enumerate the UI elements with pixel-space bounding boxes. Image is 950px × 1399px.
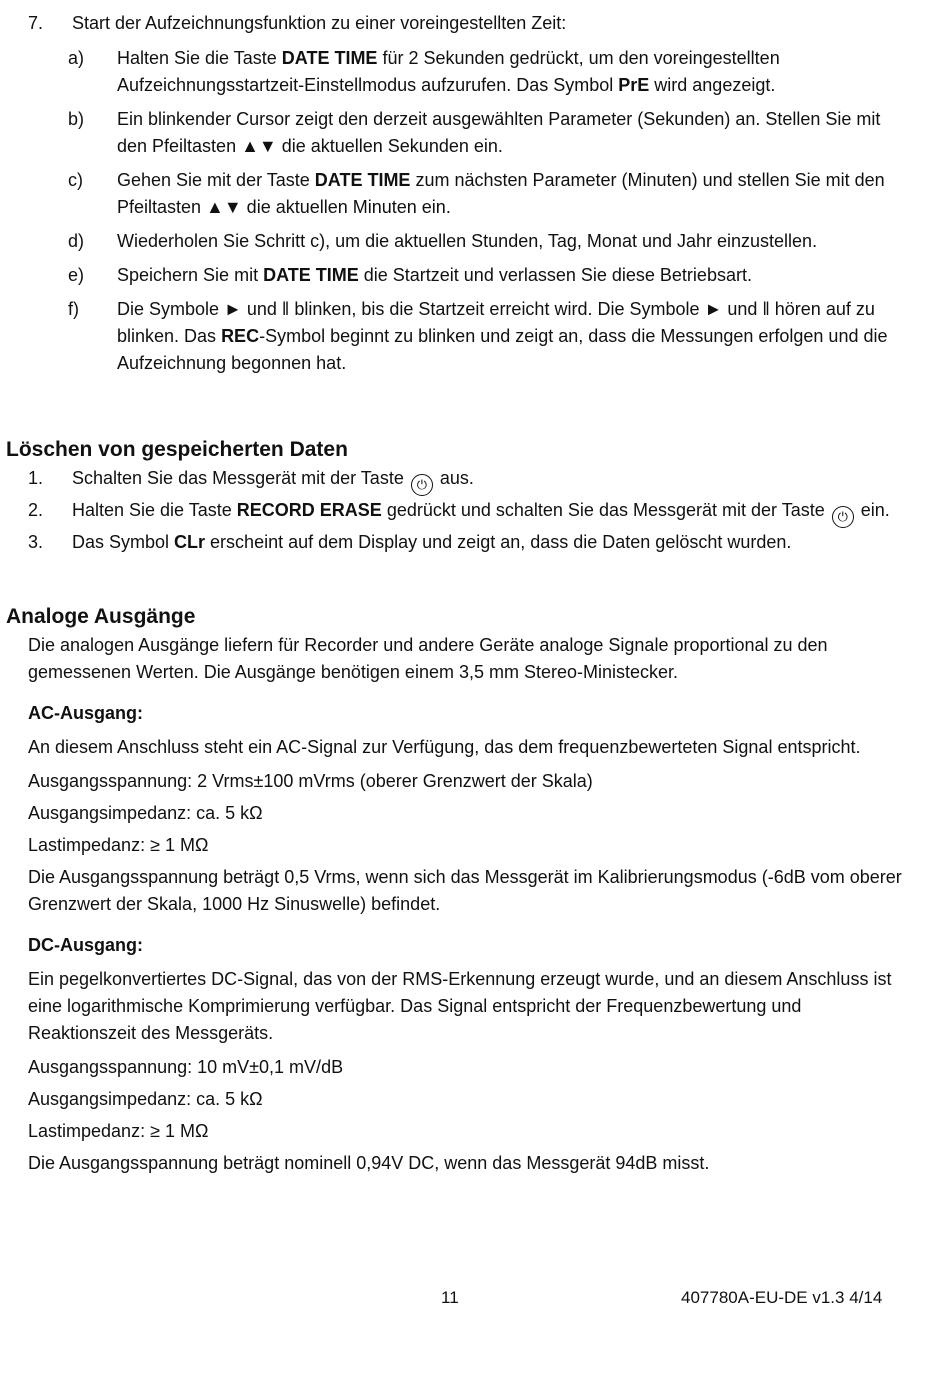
section-heading-delete-data: Löschen von gespeicherten Daten [6, 438, 348, 461]
text-run: Halten Sie die Taste [117, 48, 282, 68]
text-run: Das Symbol [72, 532, 175, 552]
text-run: wird angezeigt. [649, 75, 776, 95]
text-run: Schalten Sie das Messgerät mit der Taste [72, 468, 409, 488]
subheading-dc-output: DC-Ausgang: [28, 935, 143, 955]
spec-line: Ausgangsimpedanz: ca. 5 kΩ [28, 1089, 263, 1109]
text-run: Halten Sie die Taste [72, 500, 237, 520]
list-item [0, 465, 950, 496]
subheading-ac-output: AC-Ausgang: [28, 703, 143, 723]
bold-term: DATE TIME [263, 265, 359, 285]
spec-line: Lastimpedanz: ≥ 1 MΩ [28, 1121, 209, 1141]
paragraph: Ein pegelkonvertiertes DC-Signal, das von der RMS-Erkennung erzeugt wurde, und an diesem Anschluss ist eine logarithmische Komprimierung verfügbar. Das Signal entspricht der Frequenzbewertung und Reaktionszeit des Messgeräts. [28, 969, 892, 1043]
paragraph: Die analogen Ausgänge liefern für Recorder und andere Geräte analoge Signale proportional zu den gemessenen Werten. Die Ausgänge benötigen einem 3,5 mm Stereo-Ministecker. [28, 635, 828, 682]
spec-line: Lastimpedanz: ≥ 1 MΩ [28, 835, 209, 855]
text-run: ein. [855, 500, 890, 520]
list-number: 7. [28, 13, 44, 33]
sub-list-text [117, 262, 907, 289]
spec-line: Ausgangsspannung: 2 Vrms±100 mVrms (oberer Grenzwert der Skala) [28, 771, 593, 791]
sub-list-letter: d) [68, 231, 85, 251]
list-item [0, 529, 950, 556]
sub-list-letter: e) [68, 265, 85, 285]
text-run: erscheint auf dem Display und zeigt an, dass die Daten gelöscht wurden. [205, 532, 792, 552]
text-run: die Startzeit und verlassen Sie diese Betriebsart. [358, 265, 752, 285]
bold-term: DATE TIME [314, 170, 411, 190]
spec-line: Ausgangsspannung: 10 mV±0,1 mV/dB [28, 1057, 344, 1077]
sub-list-item [0, 296, 950, 377]
sub-list-letter: a) [68, 48, 85, 68]
text-run: gedrückt und schalten Sie das Messgerät mit der Taste [381, 500, 830, 520]
list-number: 3. [28, 532, 44, 552]
numbered-list [0, 465, 950, 557]
sub-list-letter: c) [68, 170, 83, 190]
sub-list-item [0, 45, 950, 99]
bold-term: DATE TIME [281, 48, 378, 68]
sub-list-text [117, 296, 907, 377]
sub-list-letter: f) [68, 299, 79, 319]
sub-list-item [0, 228, 950, 255]
bold-term: REC [221, 326, 260, 346]
list-number: 1. [28, 468, 44, 488]
sub-list-text [117, 228, 907, 255]
list-item-text [72, 465, 902, 496]
sub-list-item [0, 106, 950, 160]
sub-list-item [0, 167, 950, 221]
paragraph: Die Ausgangsspannung beträgt nominell 0,94V DC, wenn das Messgerät 94dB misst. [28, 1153, 710, 1173]
spec-line: Ausgangsimpedanz: ca. 5 kΩ [28, 803, 263, 823]
bold-term: RECORD ERASE [236, 500, 382, 520]
sub-list-item [0, 262, 950, 289]
list-item [0, 497, 950, 528]
sub-list-text [117, 167, 907, 221]
bold-term: CLr [174, 532, 206, 552]
analog-section-body [28, 632, 908, 1184]
list-item-text [72, 497, 902, 528]
text-run: für 2 Sekunden gedrückt, um den voreingestellten Aufzeichnungsstartzeit-Einstellmodus aufzurufen. Das Symbol [117, 48, 780, 95]
sub-list-text [117, 106, 907, 160]
list-item-text [72, 529, 902, 556]
text-run: Die Symbole ► und ‖ blinken, bis die Startzeit erreicht wird. Die Symbole ► und ‖ hören auf zu blinken. Das [117, 299, 875, 346]
bold-term: PrE [618, 75, 650, 95]
paragraph: Die Ausgangsspannung beträgt 0,5 Vrms, wenn sich das Messgerät im Kalibrierungsmodus (-6dB vom oberer Grenzwert der Skala, 1000 Hz Sinuswelle) befindet. [28, 867, 902, 914]
sub-list [0, 45, 950, 384]
document-id: 407780A-EU-DE v1.3 4/14 [681, 1288, 883, 1307]
sub-list-text [117, 45, 907, 99]
text-run: Speichern Sie mit [117, 265, 264, 285]
text-run: -Symbol beginnt zu blinken und zeigt an, dass die Messungen erfolgen und die Aufzeichnung begonnen hat. [117, 326, 888, 373]
power-icon: ⏻ [411, 474, 433, 496]
power-icon: ⏻ [832, 506, 854, 528]
page-number: 11 [441, 1288, 459, 1307]
list-number: 2. [28, 500, 44, 520]
text-run: Ein blinkender Cursor zeigt den derzeit ausgewählten Parameter (Sekunden) an. Stellen Sie mit den Pfeiltasten ▲▼ die aktuellen Sekunden ein. [117, 109, 881, 156]
paragraph: An diesem Anschluss steht ein AC-Signal zur Verfügung, das dem frequenzbewerteten Signal entspricht. [28, 737, 861, 757]
text-run: zum nächsten Parameter (Minuten) und stellen Sie mit den Pfeiltasten ▲▼ die aktuellen Minuten ein. [117, 170, 885, 217]
text-run: Gehen Sie mit der Taste [117, 170, 315, 190]
text-run: Wiederholen Sie Schritt c), um die aktuellen Stunden, Tag, Monat und Jahr einzustellen. [117, 231, 818, 251]
sub-list-letter: b) [68, 109, 85, 129]
text-run: aus. [434, 468, 474, 488]
section-heading-analog-outputs: Analoge Ausgänge [6, 605, 196, 628]
list-item-text: Start der Aufzeichnungsfunktion zu einer voreingestellten Zeit: [72, 13, 567, 33]
